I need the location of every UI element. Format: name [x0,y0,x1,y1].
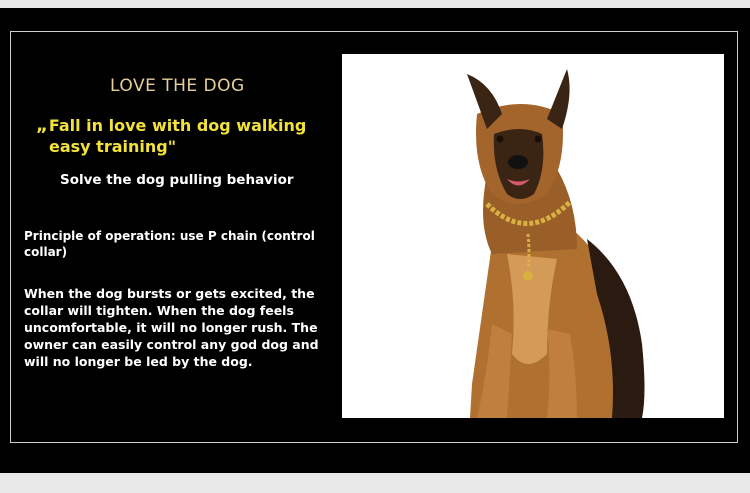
description-text: When the dog bursts or gets excited, the collar will tighten. When the dog feels uncomfortable, it will no longer rush. The owner can easily control any god dog and will no longer be led by the dog. [24,286,319,369]
banner-heading: LOVE THE DOG [110,76,245,96]
german-shepherd-icon [342,54,724,418]
quote-line-1: Fall in love with dog walking [48,116,307,135]
dog-photo [342,54,724,418]
banner-quote [36,115,326,157]
principle-text: Principle of operation: use P chain (control collar) [24,229,315,259]
quote-line-2: easy training" [49,137,177,156]
banner-subtitle: Solve the dog pulling behavior [60,172,294,188]
quote-open-mark: „ [36,115,48,136]
